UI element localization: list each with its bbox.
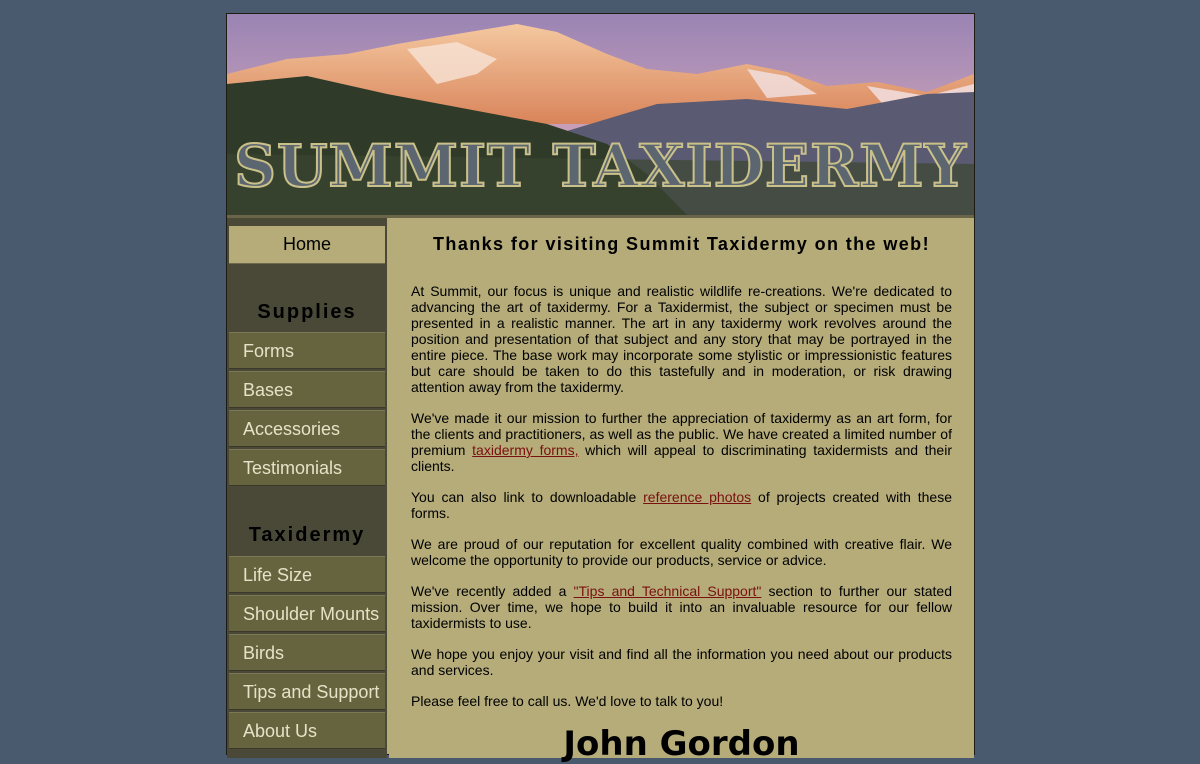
nav-header-supplies: Supplies <box>257 301 357 323</box>
reference-photos-link[interactable]: reference photos <box>643 489 752 505</box>
nav-item-birds[interactable]: Birds <box>229 634 385 671</box>
nav-item-tips-support[interactable]: Tips and Support <box>229 673 385 710</box>
paragraph-mission: We've made it our mission to further the appreciation of taxidermy as an art form, for the clients and practitioners, as well as the public. We have created a limited number of premium taxidermy forms, which will appeal to discriminating taxidermists and their clients. <box>411 410 952 474</box>
welcome-text <box>411 283 952 724</box>
paragraph-tips: We've recently added a "Tips and Technical Support" section to further our stated mission. Over time, we hope to build it into an invaluable resource for our fellow taxidermists to use. <box>411 583 952 631</box>
nav-item-about-us[interactable]: About Us <box>229 712 385 749</box>
main-content <box>389 218 974 764</box>
site-logo-title: SUMMIT TAXIDERMY <box>234 132 967 200</box>
sidebar-nav <box>227 218 387 758</box>
nav-item-forms[interactable]: Forms <box>229 332 385 369</box>
header-banner <box>227 14 974 215</box>
nav-item-home[interactable]: Home <box>229 226 385 264</box>
nav-item-accessories[interactable]: Accessories <box>229 410 385 447</box>
paragraph-focus: At Summit, our focus is unique and realistic wildlife re-creations. We're dedicated to advancing the art of taxidermy. For a Taxidermist, the subject or specimen must be presented in a realistic manner. The art in any taxidermy work revolves around the position and presentation of that subject and any story that may be portrayed in the entire piece. The base work may incorporate some stylistic or impressionistic features but care should be taken to do this tastefully and in moderation, or risk drawing attention away from the taxidermy. <box>411 283 952 395</box>
nav-item-shoulder-mounts[interactable]: Shoulder Mounts <box>229 595 385 632</box>
nav-header-taxidermy: Taxidermy <box>248 524 366 546</box>
signature: John Gordon <box>563 724 800 764</box>
page-container <box>226 13 975 764</box>
paragraph-reference: You can also link to downloadable reference photos of projects created with these forms. <box>411 489 952 521</box>
page-headline: Thanks for visiting Summit Taxidermy on the web! <box>433 234 930 254</box>
nav-item-life-size[interactable]: Life Size <box>229 556 385 593</box>
nav-item-bases[interactable]: Bases <box>229 371 385 408</box>
paragraph-call: Please feel free to call us. We'd love to talk to you! <box>411 693 724 709</box>
nav-item-testimonials[interactable]: Testimonials <box>229 449 385 486</box>
tips-support-link[interactable]: "Tips and Technical Support" <box>573 583 762 599</box>
taxidermy-forms-link[interactable]: taxidermy forms, <box>472 442 579 458</box>
paragraph-reputation: We are proud of our reputation for excellent quality combined with creative flair. We welcome the opportunity to provide our products, service or advice. <box>411 536 952 568</box>
paragraph-enjoy: We hope you enjoy your visit and find all the information you need about our products and services. <box>411 646 952 678</box>
